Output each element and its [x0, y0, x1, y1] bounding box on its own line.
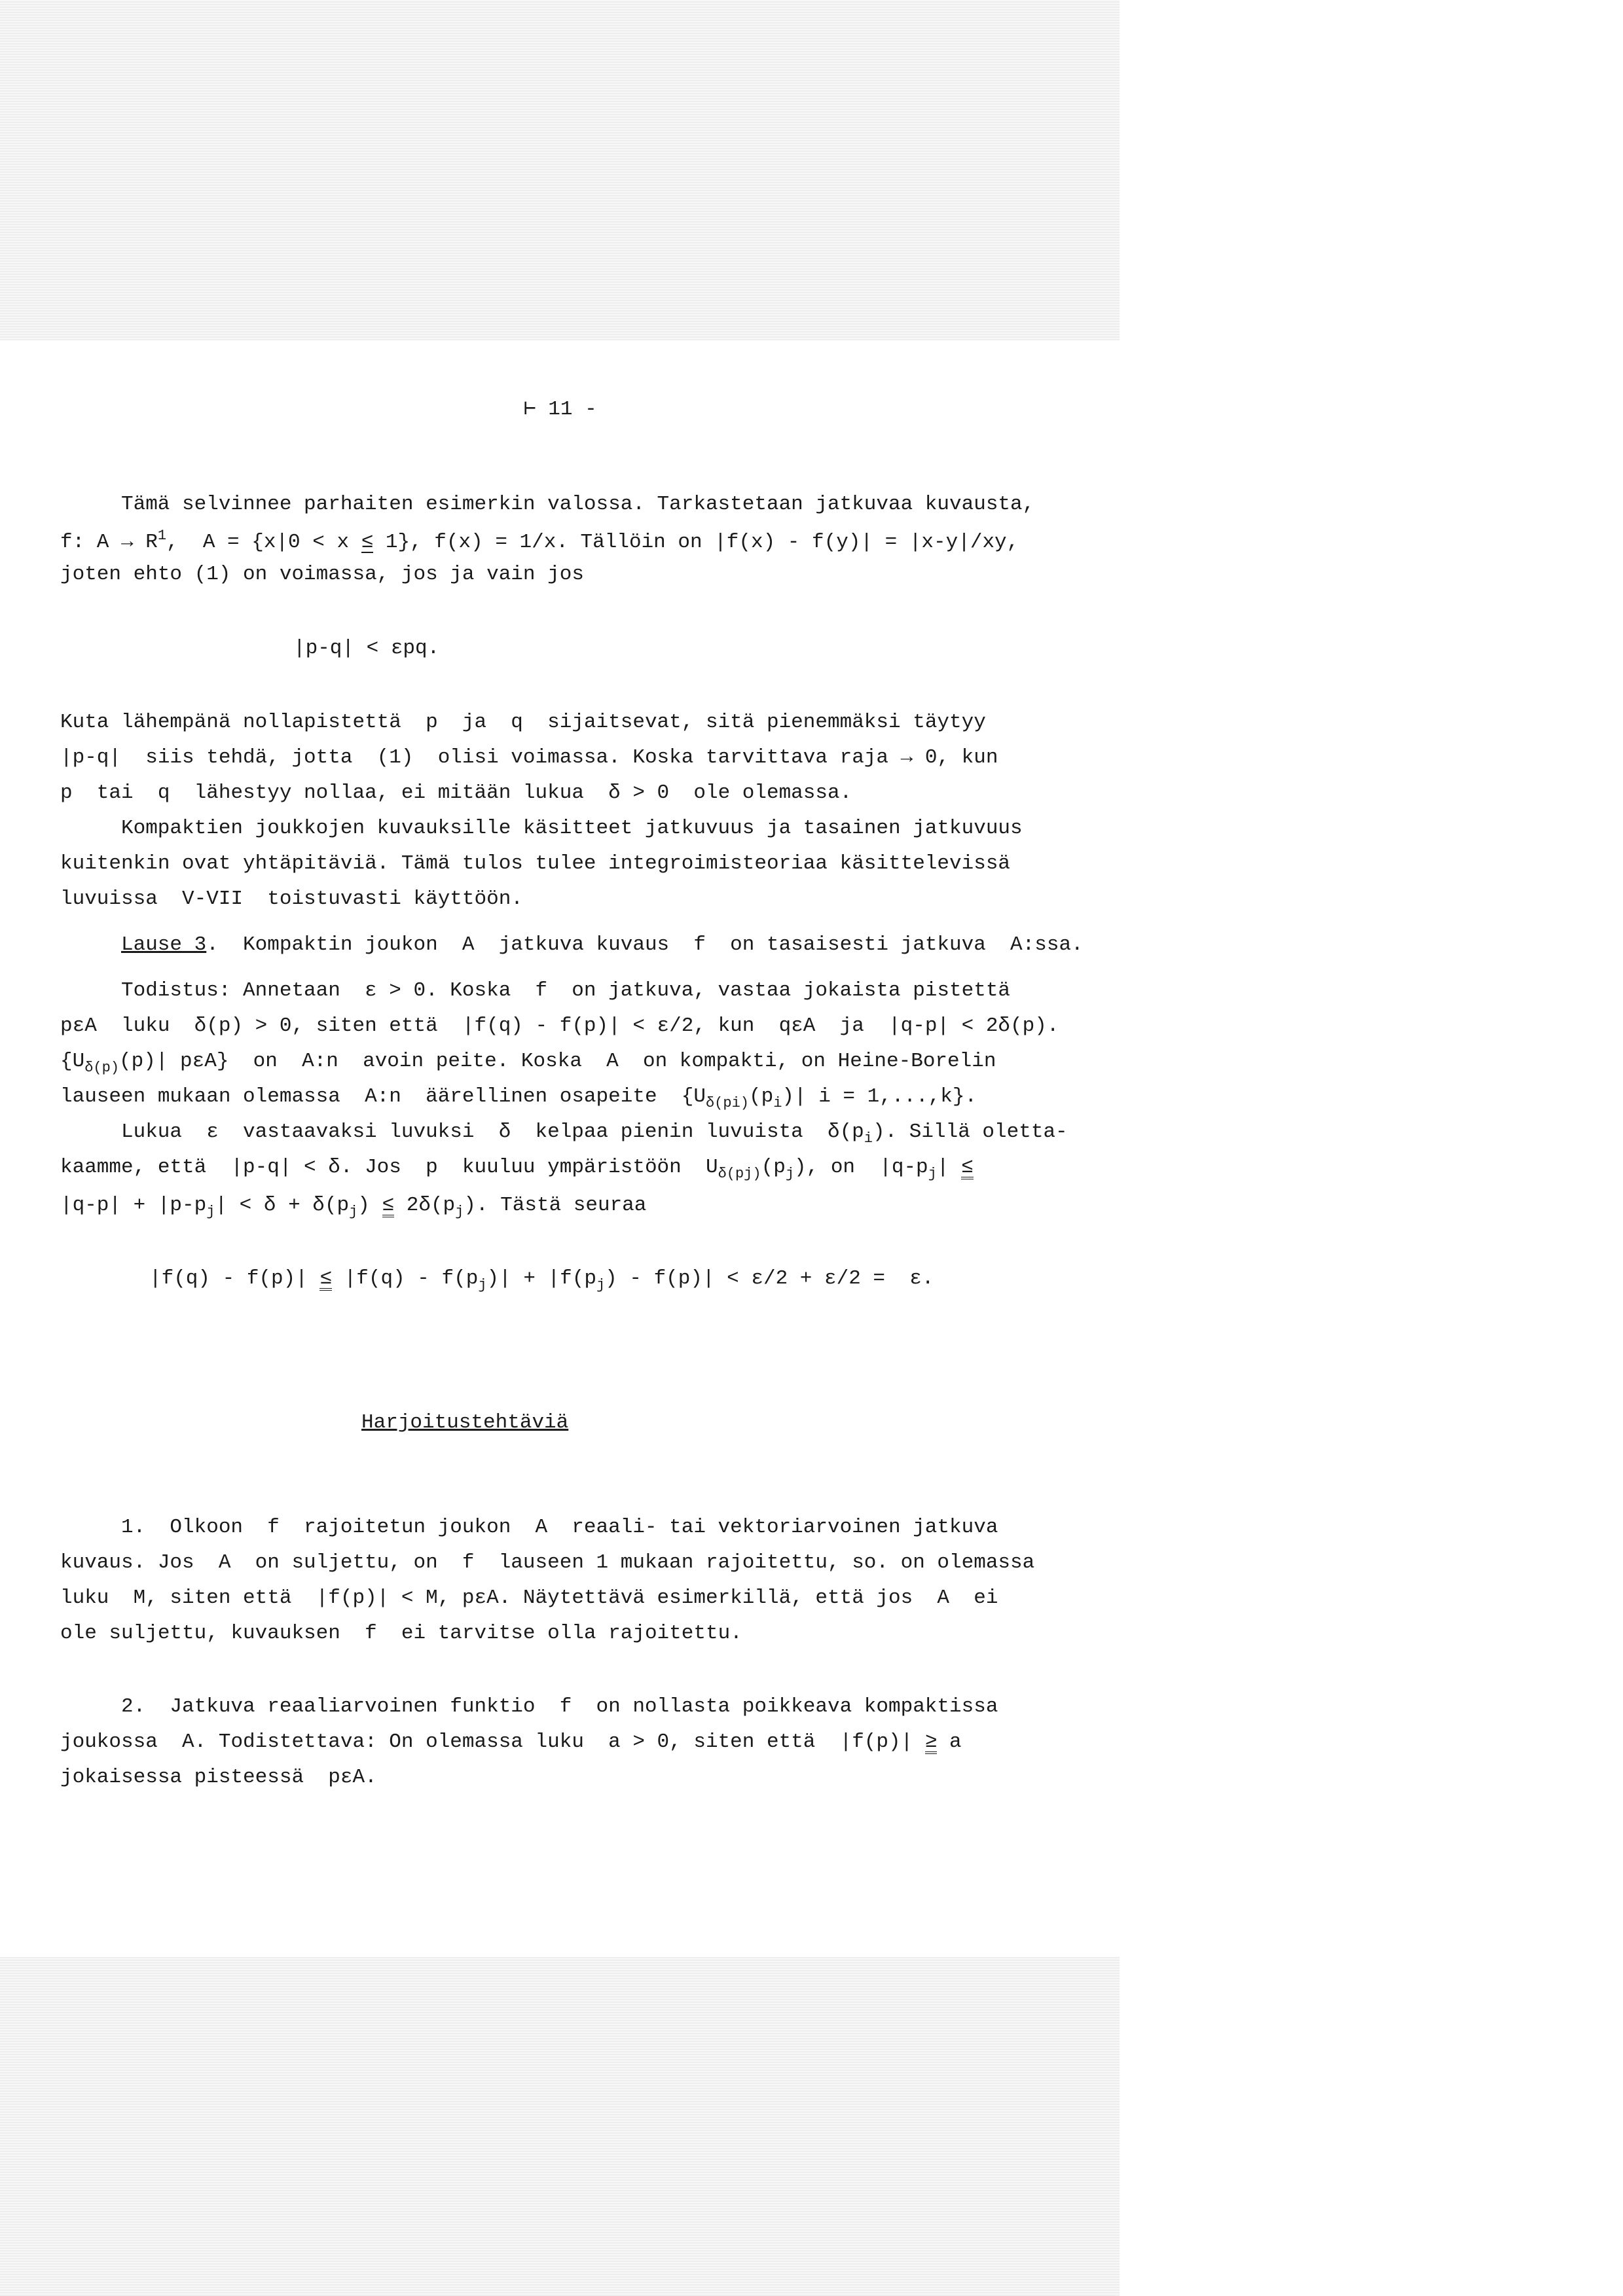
equation: |p-q| < εpq. [293, 637, 440, 660]
text-line: p tai q lähestyy nollaa, ei mitään lukua δ > 0 ole olemassa. [60, 781, 852, 804]
theorem-statement: Lause 3. Kompaktin joukon A jatkuva kuvaus f on tasaisesti jatkuva A:ssa. [121, 933, 1084, 956]
text-line: Tämä selvinnee parhaiten esimerkin valossa. Tarkastetaan jatkuvaa kuvausta, [121, 493, 1035, 516]
scan-band-bottom [0, 1957, 1120, 2296]
text-line: Kompaktien joukkojen kuvauksille käsitteet jatkuvuus ja tasainen jatkuvuus [121, 817, 1023, 840]
page-number: ⊢ 11 - [524, 398, 597, 421]
text-line: Kuta lähempänä nollapistettä p ja q sijaitsevat, sitä pienemmäksi täytyy [60, 711, 986, 734]
text-line: joten ehto (1) on voimassa, jos ja vain jos [60, 563, 584, 586]
text-line: Todistus: Annetaan ε > 0. Koska f on jatkuva, vastaa jokaista pistettä [121, 979, 1011, 1002]
text-line: jokaisessa pisteessä pεA. [60, 1766, 377, 1789]
text-line: |p-q| siis tehdä, jotta (1) olisi voimassa. Koska tarvittava raja → 0, kun [60, 746, 998, 769]
text-line: luku M, siten että |f(p)| < M, pεA. Näytettävä esimerkillä, että jos A ei [60, 1587, 998, 1609]
text-line: kuvaus. Jos A on suljettu, on f lauseen 1 mukaan rajoitettu, so. on olemassa [60, 1551, 1035, 1574]
scan-band-top [0, 0, 1120, 340]
scan-margin [1120, 0, 1623, 2296]
text-line: $|q-p| + |p-p_j| < \delta + \delta(p_j) \le 2\delta(p_j)$. Tästä seuraa [60, 1194, 647, 1220]
text-line: 1. Olkoon f rajoitetun joukon A reaali- tai vektoriarvoinen jatkuva [121, 1516, 998, 1539]
text-line: ole suljettu, kuvauksen f ei tarvitse olla rajoitettu. [60, 1622, 742, 1645]
equation: $|f(q) - f(p)| \le |f(q) - f(p_j)| + |f(p_j) - f(p)| < \varepsilon/2 + \varepsilon/2 = \varepsilon$. [149, 1267, 934, 1293]
theorem-label: Lause 3 [121, 933, 207, 956]
text-line: f: $A \to R^1$, A = {x|0 < x ≤ 1}, f(x) = 1/x. Tällöin on |f(x) - f(y)| = |x-y|/xy, [60, 528, 1019, 554]
text-line: joukossa A. Todistettava: On olemassa luku a > 0, siten että |f(p)| ≥ a [60, 1731, 962, 1753]
text-line: kuitenkin ovat yhtäpitäviä. Tämä tulos tulee integroimisteoriaa käsittelevissä [60, 852, 1011, 875]
section-heading: Harjoitustehtäviä [361, 1411, 569, 1434]
text-line: pεA luku δ(p) > 0, siten että |f(q) - f(p)| < ε/2, kun qεA ja |q-p| < 2δ(p). [60, 1014, 1059, 1037]
text-line: luvuissa V-VII toistuvasti käyttöön. [60, 888, 523, 910]
text-line: {$U_{\delta(p)}(p)|$ pεA} on A:n avoin peite. Koska A on kompakti, on Heine-Borelin [60, 1050, 996, 1076]
text-line: 2. Jatkuva reaaliarvoinen funktio f on nollasta poikkeava kompaktissa [121, 1695, 998, 1718]
text-line: lauseen mukaan olemassa A:n äärellinen osapeite {$U_{\delta(pi)}(p_i)|$ i = 1,...,k}. [60, 1085, 977, 1111]
text-line: kaamme, että |p-q| < δ. Jos p kuuluu ympäristöön $U_{\delta(pj)}(p_j)$, on $|q-p_j|$ ≤ [60, 1156, 974, 1182]
text-line: Lukua ε vastaavaksi luvuksi δ kelpaa pienin luvuista $\delta(p_i)$. Sillä oletta- [121, 1121, 1068, 1147]
